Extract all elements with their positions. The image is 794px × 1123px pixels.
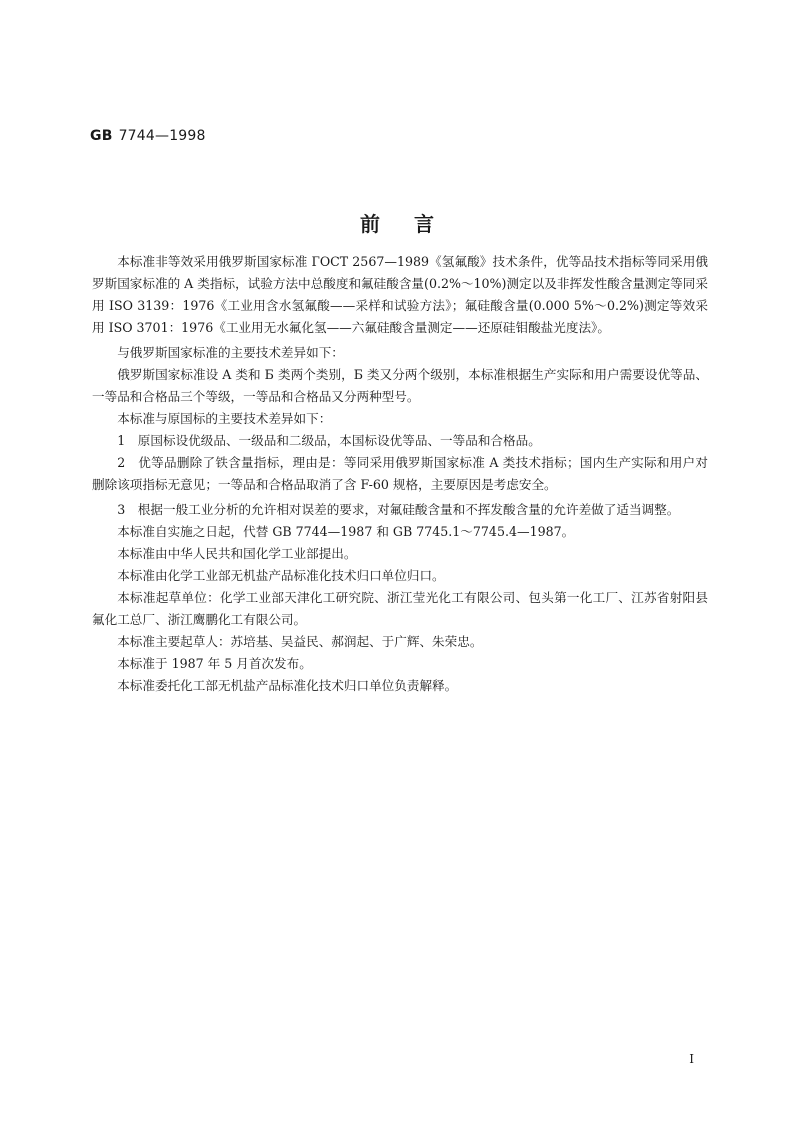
paragraph-drafters: 本标准主要起草人：苏培基、吴益民、郝润起、于广辉、朱荣忠。 bbox=[117, 634, 483, 649]
page-title: 前言 bbox=[360, 212, 468, 236]
paragraph-old-gb-diff-intro: 本标准与原国标的主要技术差异如下： bbox=[117, 411, 332, 426]
paragraph-adoption: 本标准非等效采用俄罗斯国家标准 ГОСТ 2567—1989《氢氟酸》技术条件，优等品技术指标等同采用俄罗斯国家标准的 A 类指标，试验方法中总酸度和氟硅酸含量(0.2%～10%)测定以及非挥发性酸含量测定等同采用 ISO 3139：1976《工业用含水氢氟酸——采样和试验方法》；氟硅酸含量(0.000 5%～0.2%)测定等效采用 ISO 3701：1976《工业用无水氟化氢——六氟硅酸含量测定——还原硅钼酸盐光度法》。 bbox=[92, 254, 708, 335]
list-item-2: 2 优等品删除了铁含量指标，理由是：等同采用俄罗斯国家标准 A 类技术指标；国内生产实际和用户对删除该项指标无意见；一等品和合格品取消了含 F-60 规格，主要原因是考虑安全。 bbox=[92, 455, 708, 492]
list-item-1: 1 原国标设优级品、一级品和二级品，本国标设优等品、一等品和合格品。 bbox=[117, 433, 541, 448]
paragraph-first-issued: 本标准于 1987 年 5 月首次发布。 bbox=[117, 656, 312, 671]
foreword-body bbox=[92, 251, 708, 697]
paragraph-drafting-units: 本标准起草单位：化学工业部天津化工研究院、浙江莹光化工有限公司、包头第一化工厂、江苏省射阳县氟化工总厂、浙江鹰鹏化工有限公司。 bbox=[92, 590, 708, 627]
paragraph-proposed-by: 本标准由中华人民共和国化学工业部提出。 bbox=[117, 546, 357, 561]
paragraph-russian-diff-intro: 与俄罗斯国家标准的主要技术差异如下： bbox=[117, 345, 344, 360]
standard-code bbox=[90, 128, 206, 144]
paragraph-administered-by: 本标准由化学工业部无机盐产品标准化技术归口单位归口。 bbox=[117, 568, 445, 583]
paragraph-replaces: 本标准自实施之日起，代替 GB 7744—1987 和 GB 7745.1～7745.4—1987。 bbox=[117, 524, 575, 539]
page-number: I bbox=[689, 1052, 694, 1066]
standard-number: 7744—1998 bbox=[118, 128, 206, 144]
paragraph-interpretation: 本标准委托化工部无机盐产品标准化技术归口单位负责解释。 bbox=[117, 678, 458, 693]
standard-prefix: GB bbox=[90, 128, 113, 144]
list-item-3: 3 根据一般工业分析的允许相对误差的要求，对氟硅酸含量和不挥发酸含量的允许差做了适当调整。 bbox=[117, 502, 680, 517]
paragraph-russian-diff: 俄罗斯国家标准设 A 类和 Б 类两个类别，Б 类又分两个级别，本标准根据生产实际和用户需要设优等品、一等品和合格品三个等级，一等品和合格品又分两种型号。 bbox=[92, 367, 708, 404]
